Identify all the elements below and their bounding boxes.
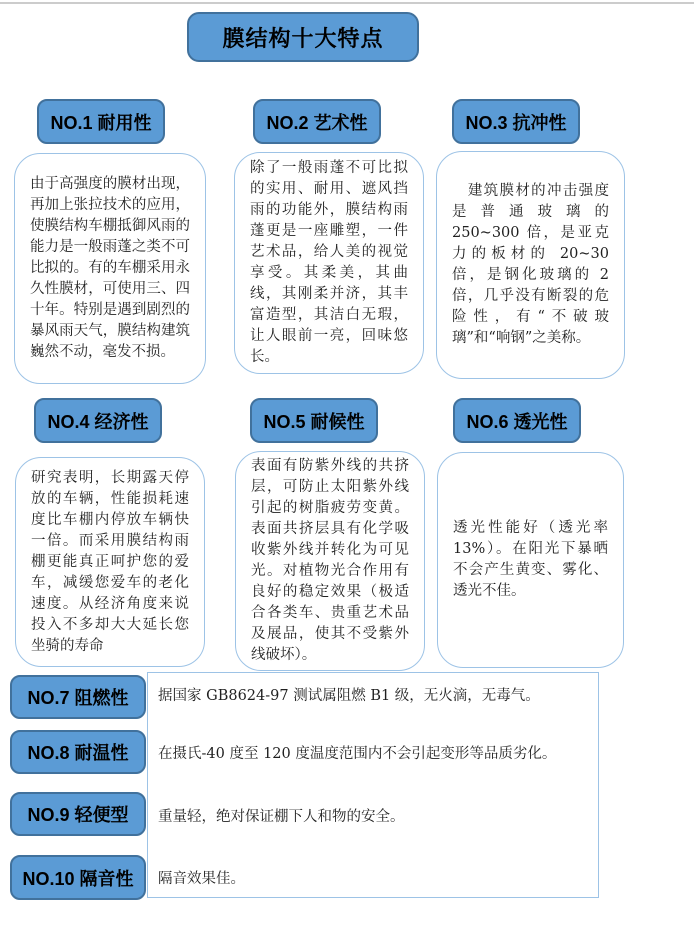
feature-4-header-label: NO.4 经济性 <box>47 411 149 432</box>
list-label-no9-text: NO.9 轻便型 <box>27 805 129 825</box>
list-row-no8-text: 在摄氏-40 度至 120 度温度范围内不会引起变形等品质劣化。 <box>158 746 557 762</box>
top-divider <box>0 2 694 4</box>
feature-5-header <box>250 398 378 443</box>
feature-2-text: 除了一般雨蓬不可比拟的实用、耐用、遮风挡雨的功能外，膜结构雨蓬更是一座雕塑，一件艺术品，给人美的视觉享受。其柔美，其曲线，其刚柔并济，其丰富造型，其洁白无瑕，让人眼前一亮，回味悠长。 <box>250 160 408 365</box>
feature-6-card <box>437 452 624 668</box>
feature-2-header-label: NO.2 艺术性 <box>266 112 368 133</box>
feature-3-card <box>436 151 625 379</box>
list-label-no7 <box>10 675 146 719</box>
feature-2-card <box>234 152 424 374</box>
feature-6-header <box>453 398 581 443</box>
feature-1-card <box>14 153 206 384</box>
list-row-no9-text: 重量轻，绝对保证棚下人和物的安全。 <box>158 809 405 825</box>
feature-5-header-label: NO.5 耐候性 <box>263 411 365 432</box>
feature-5-card <box>235 451 425 671</box>
list-label-no9 <box>10 792 146 836</box>
feature-5-text: 表面有防紫外线的共挤层，可防止太阳紫外线引起的树脂疲劳变黄。表面共挤层具有化学吸收紫外线并转化为可见光。对植物光合作用有良好的稳定效果（极适合各类车、贵重艺术品及展品，使其不受紫外线破坏）。 <box>251 458 409 663</box>
list-label-no8 <box>10 730 146 774</box>
list-label-no10 <box>10 855 146 900</box>
feature-3-text: 建筑膜材的冲击强度是普通玻璃的 250~300 倍，是亚克力的板材的 20~30 倍，是钢化玻璃的 2 倍，几乎没有断裂的危险性，有“不破玻璃”和“响钢”之美称。 <box>452 183 609 346</box>
feature-3-header-label: NO.3 抗冲性 <box>465 112 567 133</box>
feature-1-text: 由于高强度的膜材出现，再加上张拉技术的应用，使膜结构车棚抵御风雨的能力是一般雨蓬之类不可比拟的。有的车棚采用永久性膜材，可使用三、四十年。特别是遇到剧烈的暴风雨天气，膜结构建筑巍然不动，毫发不损。 <box>30 176 190 360</box>
list-label-no7-text: NO.7 阻燃性 <box>27 688 129 708</box>
feature-2-header <box>253 99 381 144</box>
list-label-no10-text: NO.10 隔音性 <box>22 868 134 889</box>
feature-6-text: 透光性能好（透光率 13%）。在阳光下暴晒不会产生黄变、雾化、透光不佳。 <box>453 520 608 599</box>
page-title <box>187 12 419 62</box>
page-title-text: 膜结构十大特点 <box>222 25 384 51</box>
feature-4-header <box>34 398 162 443</box>
feature-4-card <box>15 457 205 667</box>
list-row-no10-text: 隔音效果佳。 <box>158 871 245 887</box>
feature-6-header-label: NO.6 透光性 <box>466 411 568 432</box>
feature-1-header <box>37 99 165 144</box>
feature-1-header-label: NO.1 耐用性 <box>50 112 152 133</box>
list-label-no8-text: NO.8 耐温性 <box>27 743 129 763</box>
feature-4-text: 研究表明，长期露天停放的车辆，性能损耗速度比车棚内停放车辆快一倍。而采用膜结构雨棚更能真正呵护您的爱车，减缓您爱车的老化速度。从经济角度来说投入不多却大大延长您坐骑的寿命 <box>31 469 189 654</box>
list-row-no7-text: 据国家 GB8624-97 测试属阻燃 B1 级，无火滴，无毒气。 <box>158 688 540 704</box>
feature-3-header <box>452 99 580 144</box>
